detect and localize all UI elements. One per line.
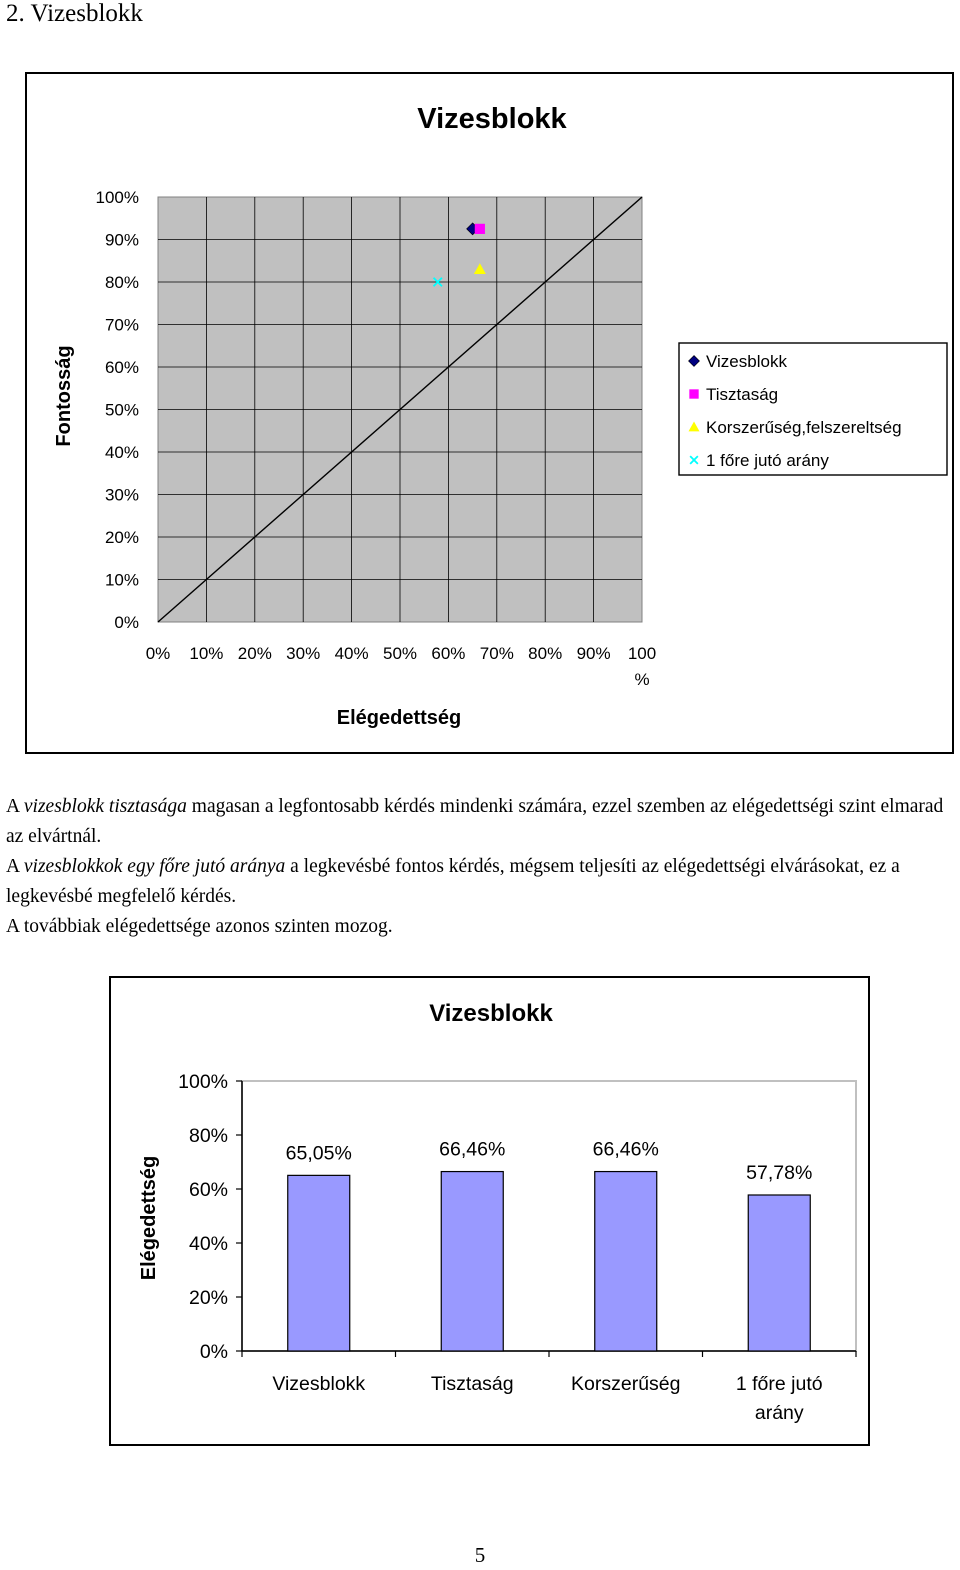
y-tick-label: 100% — [95, 188, 139, 207]
y-tick-label: 50% — [104, 400, 139, 420]
chart-title: Vizesblokk — [417, 103, 567, 135]
y-axis-title: Elégedettség — [138, 1155, 160, 1281]
page-number: 5 — [474, 1543, 486, 1567]
y-tick-label: 40% — [104, 443, 139, 462]
paragraph — [6, 792, 956, 852]
y-tick-label: 20% — [188, 1287, 228, 1309]
bar — [288, 1175, 350, 1351]
x-tick-label: 70% — [479, 644, 514, 663]
paragraph-text: A továbbiak elégedettsége azonos szinten mozog. — [6, 916, 393, 937]
y-tick-label: 80% — [188, 1125, 228, 1147]
data-label: 57,78% — [746, 1161, 813, 1184]
category-label: Vizesblokk — [272, 1373, 366, 1395]
scatter-chart-canvas — [27, 74, 956, 756]
y-tick-label: 70% — [104, 315, 139, 335]
bar-chart — [109, 976, 870, 1446]
bar-chart-canvas — [111, 978, 872, 1448]
y-tick-label: 80% — [104, 273, 139, 292]
x-tick-label: 80% — [528, 644, 563, 663]
paragraph-text: magasan a legfontosabb kérdés mindenki számára, ezzel szemben az elégedettségi szint elmarad az elvártnál. — [6, 796, 944, 847]
x-tick-label: 100 % — [627, 644, 657, 689]
x-axis-title: Elégedettség — [336, 707, 462, 729]
category-label: Korszerűség — [571, 1373, 681, 1395]
y-axis-title: Fontosság — [53, 345, 75, 447]
data-point — [475, 224, 485, 234]
y-tick-label: 90% — [104, 230, 139, 250]
x-tick-label: 40% — [334, 644, 369, 663]
x-tick-label: 60% — [431, 644, 466, 663]
chart-title: Vizesblokk — [429, 1000, 553, 1027]
paragraph-text: A — [6, 796, 24, 817]
emphasis-text: vizesblokk tisztasága — [23, 796, 187, 817]
y-tick-label: 100% — [178, 1071, 228, 1093]
x-tick-label: 30% — [286, 644, 321, 663]
legend-label: Korszerűség,felszereltség — [706, 418, 902, 437]
x-tick-label: 0% — [145, 644, 171, 663]
legend-label: Vizesblokk — [706, 352, 787, 371]
y-tick-label: 10% — [104, 570, 139, 590]
bar — [441, 1172, 503, 1351]
category-label: Tisztaság — [430, 1373, 514, 1395]
emphasis-text: vizesblokkok egy főre jutó aránya — [23, 856, 286, 877]
x-tick-label: 20% — [237, 644, 272, 663]
y-tick-label: 0% — [114, 613, 139, 632]
data-label: 65,05% — [285, 1142, 352, 1165]
paragraph — [6, 852, 956, 912]
y-tick-label: 40% — [188, 1233, 228, 1255]
y-tick-label: 0% — [199, 1341, 228, 1363]
y-tick-label: 20% — [104, 528, 139, 547]
data-label: 66,46% — [439, 1138, 506, 1161]
bar — [748, 1195, 810, 1351]
body-text — [6, 792, 956, 942]
y-tick-label: 60% — [188, 1179, 228, 1201]
paragraph-text: A — [6, 856, 24, 877]
scatter-chart — [25, 72, 954, 754]
x-tick-label: 10% — [189, 644, 224, 663]
y-tick-label: 30% — [104, 485, 139, 505]
paragraph-text: a legkevésbé fontos kérdés, mégsem teljesíti az elégedettségi elvárásokat, ez a legkevésbé megfelelő kérdés. — [6, 856, 900, 907]
y-tick-label: 60% — [104, 358, 139, 377]
paragraph — [6, 912, 956, 942]
legend-marker — [689, 389, 698, 398]
data-label: 66,46% — [592, 1138, 659, 1161]
section-heading: 2. Vizesblokk — [6, 0, 143, 27]
bar — [595, 1172, 657, 1351]
x-tick-label: 90% — [576, 644, 611, 663]
x-tick-label: 50% — [382, 644, 418, 663]
legend-label: 1 főre jutó arány — [706, 451, 829, 470]
legend-label: Tisztaság — [706, 385, 779, 404]
category-label: 1 főre jutó arány — [735, 1373, 823, 1424]
